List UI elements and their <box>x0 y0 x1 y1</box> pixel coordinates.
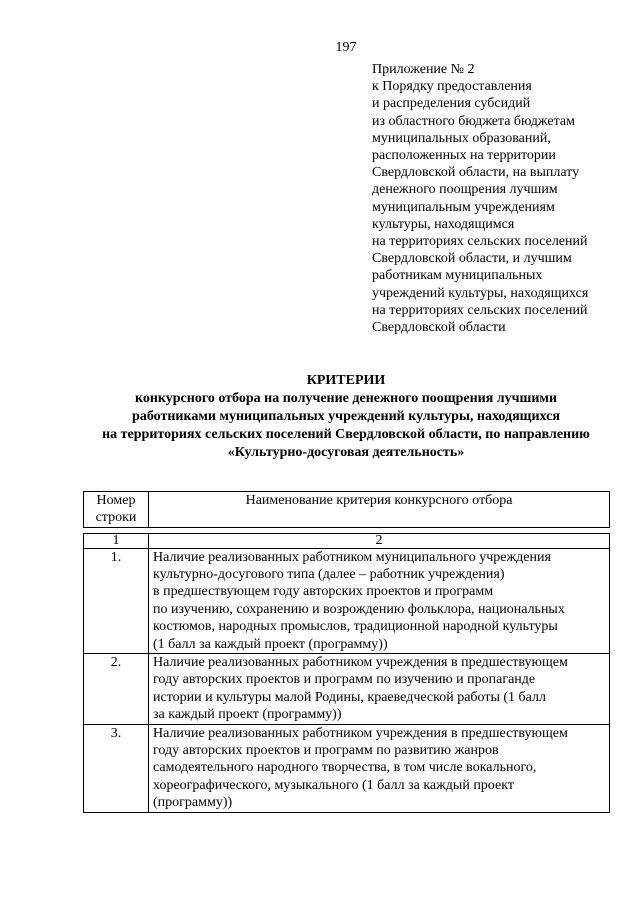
header-criterion-label: Наименование критерия конкурсного отбора <box>245 493 513 508</box>
appendix-line: на территориях сельских поселений <box>372 234 588 250</box>
appendix-line: Свердловской области, на выплату <box>372 165 580 181</box>
header-row <box>84 492 610 528</box>
criterion-line: году авторских проектов и программ по развитию жанров <box>153 742 499 758</box>
criterion-text <box>149 724 610 812</box>
criterion-line: истории и культуры малой Родины, краеведческой работы (1 балл <box>153 689 546 705</box>
criterion-line: хореографического, музыкального (1 балл за каждый проект <box>153 777 514 793</box>
column-numbering-row <box>84 534 610 549</box>
header-number-cell <box>84 492 149 528</box>
criterion-line: (1 балл за каждый проект (программу)) <box>153 636 388 652</box>
criterion-line: по изучению, сохранению и возрождению фольклора, национальных <box>153 601 565 617</box>
criterion-line: (программу)) <box>153 795 233 811</box>
criterion-line: костюмов, народных промыслов, традиционной народной культуры <box>153 619 558 635</box>
criterion-line: году авторских проектов и программ по изучению и пропаганде <box>153 672 536 688</box>
column-number-2: 2 <box>149 534 610 549</box>
title-heading: КРИТЕРИИ <box>306 373 386 388</box>
criteria-table <box>83 533 610 813</box>
appendix-line: расположенных на территории <box>372 148 556 164</box>
appendix-line: Свердловской области, и лучшим <box>372 251 572 267</box>
row-number: 3. <box>84 724 149 812</box>
appendix-line: муниципальных образований, <box>372 130 551 146</box>
appendix-line: муниципальным учреждениям <box>372 199 555 215</box>
appendix-line: работникам муниципальных <box>372 268 543 284</box>
appendix-line: Свердловской области <box>372 320 506 336</box>
appendix-line: учреждений культуры, находящихся <box>372 285 589 301</box>
criterion-line: культурно-досугового типа (далее – работник учреждения) <box>153 566 505 582</box>
header-number-label: Номер <box>96 493 136 508</box>
criterion-line: Наличие реализованных работником учреждения в предшествующем <box>153 725 568 741</box>
document-title <box>60 372 632 462</box>
criterion-line: в предшествующем году авторских проектов и программ <box>153 584 494 600</box>
appendix-line: денежного поощрения лучшим <box>372 182 558 198</box>
header-row-label: строки <box>95 510 137 526</box>
criterion-line: за каждый проект (программу)) <box>153 707 342 723</box>
appendix-line: из областного бюджета бюджетам <box>372 113 575 129</box>
criterion-text <box>149 548 610 653</box>
table-row <box>84 653 610 724</box>
page-number: 197 <box>335 40 357 55</box>
column-number-1: 1 <box>84 534 149 549</box>
title-line: на территориях сельских поселений Свердловской области, по направлению <box>102 427 590 442</box>
criterion-line: Наличие реализованных работником учреждения в предшествующем <box>153 654 568 670</box>
appendix-line: и распределения субсидий <box>372 96 531 112</box>
table-row <box>84 724 610 812</box>
title-line: конкурсного отбора на получение денежного поощрения лучшими <box>134 391 558 406</box>
header-criterion-cell <box>149 492 610 528</box>
title-line: «Культурно-досуговая деятельность» <box>227 445 465 460</box>
criteria-header-table <box>83 491 610 528</box>
appendix-line: на территориях сельских поселений <box>372 302 588 318</box>
table-row <box>84 548 610 653</box>
appendix-line: Приложение № 2 <box>372 62 475 77</box>
appendix-line: культуры, находящимся <box>372 216 515 232</box>
title-subtitle <box>60 390 632 462</box>
row-number: 1. <box>84 548 149 653</box>
appendix-line: к Порядку предоставления <box>372 79 532 95</box>
title-line: работниками муниципальных учреждений культуры, находящихся <box>132 409 560 424</box>
appendix-block <box>372 61 588 336</box>
criterion-text <box>149 653 610 724</box>
row-number: 2. <box>84 653 149 724</box>
criterion-line: Наличие реализованных работником муниципального учреждения <box>153 549 551 565</box>
criterion-line: самодеятельного народного творчества, в том числе вокального, <box>153 760 537 776</box>
